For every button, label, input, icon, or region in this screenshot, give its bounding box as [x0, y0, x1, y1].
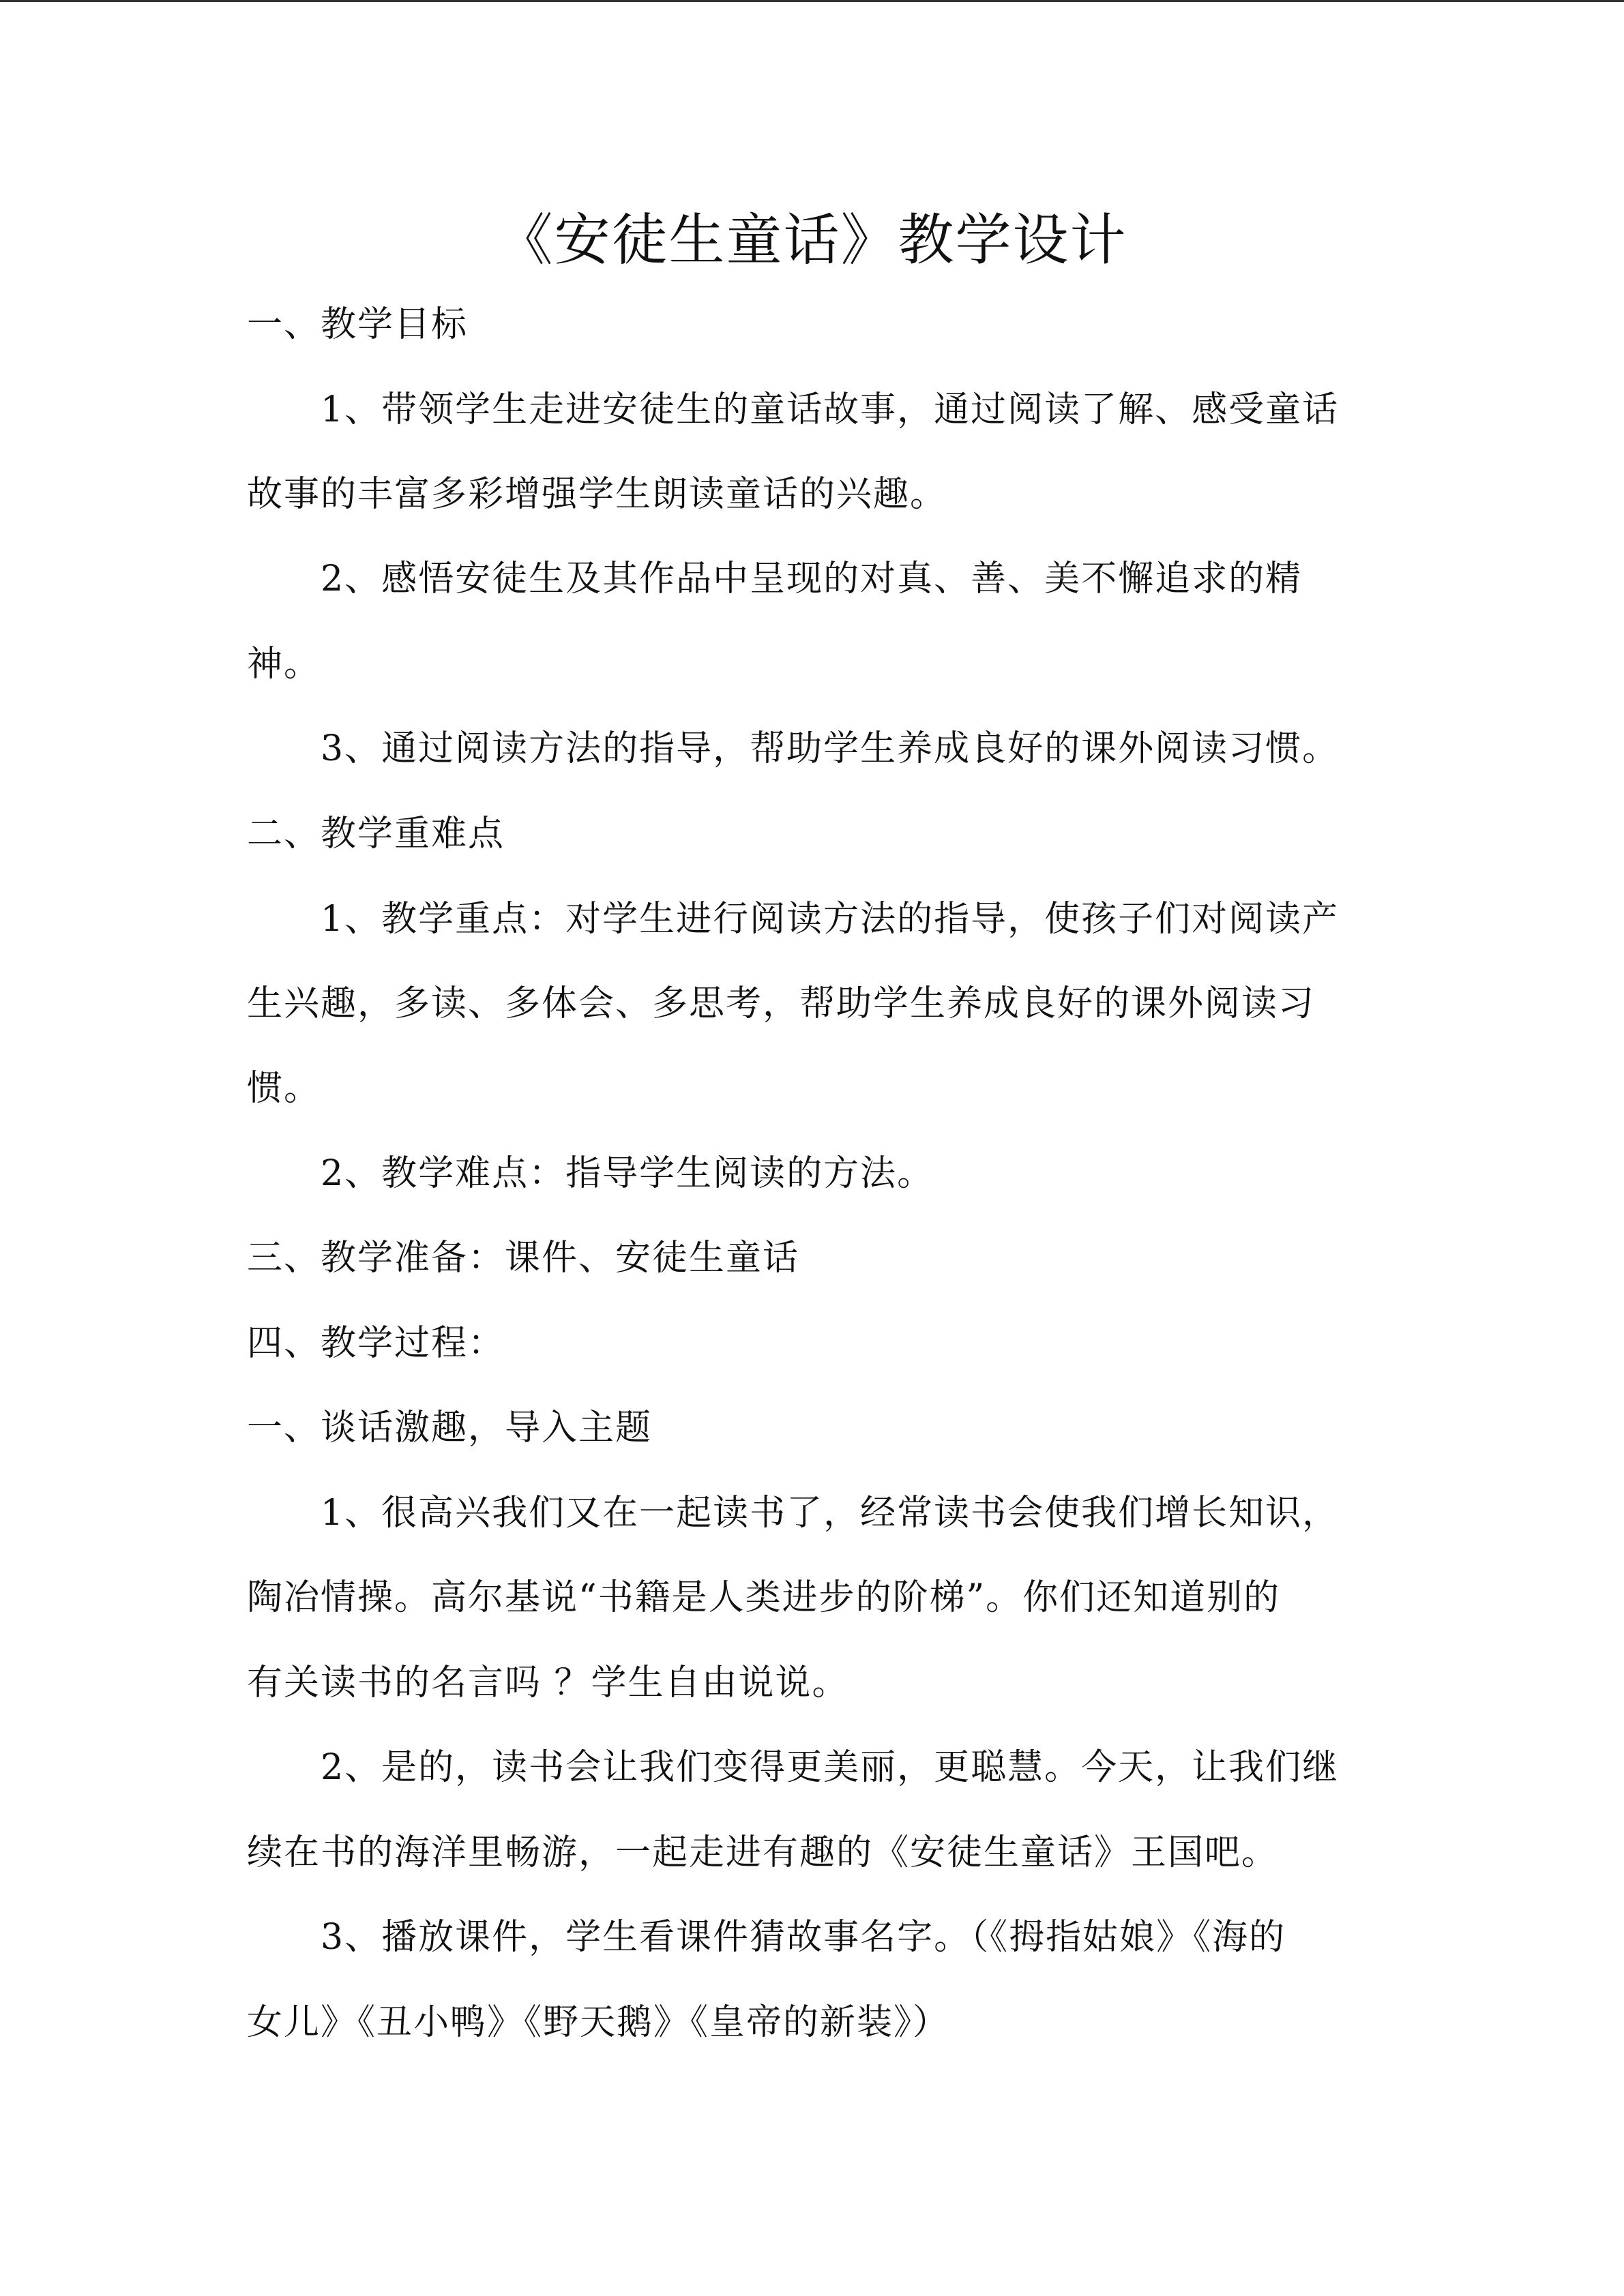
section-heading-key-points: 二、教学重难点 [247, 814, 505, 854]
page-title: 《安徒生童话》教学设计 [497, 208, 1127, 273]
section-heading-teaching-goals: 一、教学目标 [247, 304, 469, 345]
paragraph-line: 续在书的海洋里畅游，一起走进有趣的《安徒生童话》王国吧。 [247, 1832, 1279, 1873]
paragraph-line: 2、教学难点：指导学生阅读的方法。 [321, 1153, 934, 1194]
paragraph-line: 2、是的，读书会让我们变得更美丽，更聪慧。今天，让我们继 [321, 1747, 1340, 1788]
paragraph-line: 有关读书的名言吗 ？学生自由说说。 [247, 1663, 849, 1703]
paragraph-line: 惯。 [247, 1068, 321, 1109]
paragraph-line: 1、很高兴我们又在一起读书了，经常读书会使我们增长知识， [321, 1493, 1340, 1534]
subsection-heading-intro: 一、谈话激趣，导入主题 [247, 1407, 653, 1448]
paragraph-line: 生兴趣，多读、多体会、多思考，帮助学生养成良好的课外阅读习 [247, 983, 1316, 1024]
paragraph-line: 2、感悟安徒生及其作品中呈现的对真、善、美不懈追求的精 [321, 558, 1303, 599]
section-heading-preparation: 三、教学准备：课件、安徒生童话 [247, 1238, 800, 1279]
paragraph-line: 陶冶情操。高尔基说“书籍是人类进步的阶梯”。你们还知道别的 [247, 1577, 1281, 1618]
paragraph-line: 女儿》《丑小鸭》《野天鹅》《皇帝的新装》） [247, 2002, 950, 2043]
paragraph-line: 1、教学重点：对学生进行阅读方法的指导，使孩子们对阅读产 [321, 899, 1340, 940]
paragraph-line: 3、通过阅读方法的指导，帮助学生养成良好的课外阅读习惯。 [321, 728, 1340, 769]
paragraph-line: 故事的丰富多彩增强学生朗读童话的兴趣。 [247, 474, 947, 515]
section-heading-process: 四、教学过程： [247, 1323, 505, 1364]
paragraph-line: 1、带领学生走进安徒生的童话故事，通过阅读了解、感受童话 [321, 389, 1340, 430]
paragraph-line: 神。 [247, 644, 321, 685]
paragraph-line: 3、播放课件，学生看课件猜故事名字。（《拇指姑娘》《海的 [321, 1917, 1286, 1958]
